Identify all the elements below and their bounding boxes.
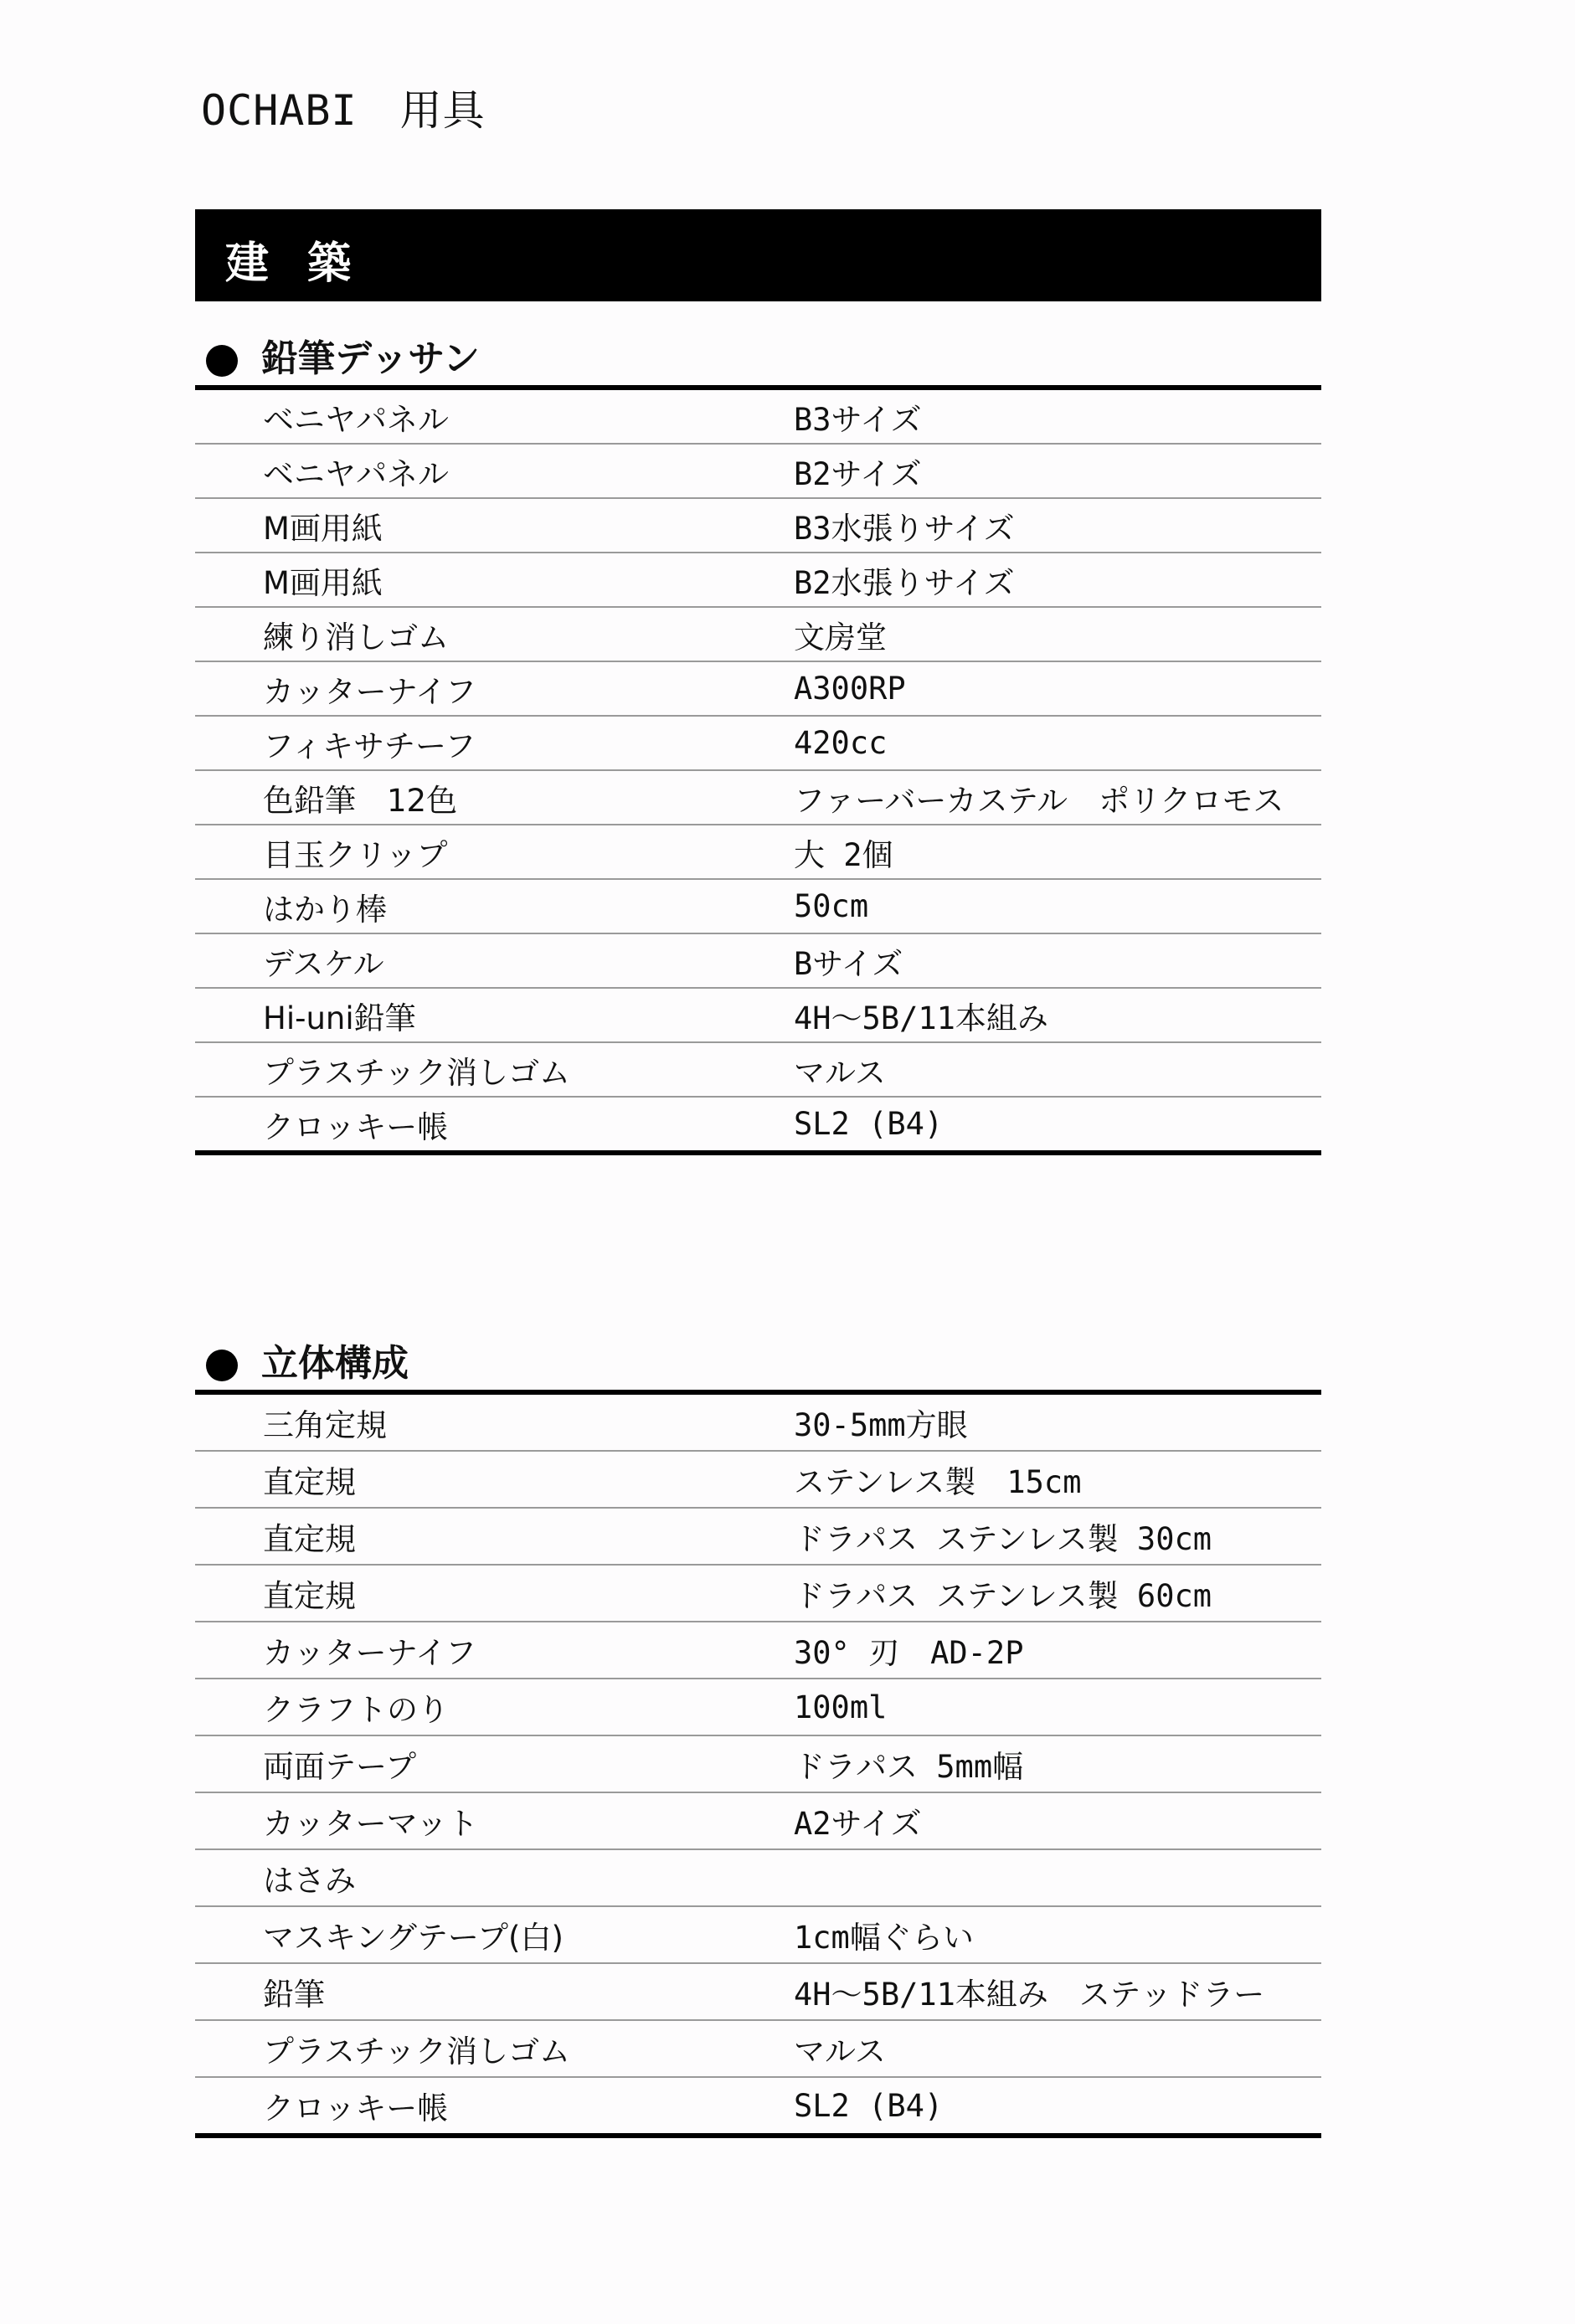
item-name: 両面テープ <box>263 1749 417 1785</box>
item-name: Hi-uni鉛筆 <box>263 1000 416 1036</box>
item-name: 直定規 <box>263 1464 356 1500</box>
item-spec: SL2 (B4) <box>794 2087 944 2124</box>
table-row <box>195 1964 1321 2021</box>
item-spec: 30° 刃 AD-2P <box>794 1635 1024 1671</box>
table-row <box>195 390 1321 445</box>
item-name: 鉛筆 <box>263 1977 325 2013</box>
item-spec: マルス <box>794 1054 886 1091</box>
page-title: OCHABI 用具 <box>201 86 486 135</box>
table-row <box>195 1793 1321 1850</box>
table-row <box>195 499 1321 553</box>
table-row <box>195 1395 1321 1452</box>
item-name: 練り消しゴム <box>263 619 449 656</box>
item-spec: ドラパス 5mm幅 <box>794 1749 1024 1785</box>
item-spec: A300RP <box>794 671 906 707</box>
table-row <box>195 1850 1321 1907</box>
item-spec: 文房堂 <box>794 619 887 656</box>
item-name: デスケル <box>263 945 384 982</box>
item-spec: B3水張りサイズ <box>794 510 1015 547</box>
item-name: 目玉クリップ <box>263 836 448 873</box>
item-name: 直定規 <box>263 1578 356 1614</box>
section-3d-composition <box>195 1338 1321 2138</box>
item-name: 直定規 <box>263 1521 356 1557</box>
table-row <box>195 825 1321 880</box>
table-row <box>195 608 1321 662</box>
table-row <box>195 1098 1321 1150</box>
table-row <box>195 553 1321 608</box>
table-row <box>195 989 1321 1043</box>
item-name: はさみ <box>263 1863 356 1899</box>
item-spec: ドラパス ステンレス製 60cm <box>794 1578 1212 1614</box>
bullet-icon <box>206 345 238 377</box>
item-name: クロッキー帳 <box>263 2090 449 2126</box>
item-spec: 30-5mm方眼 <box>794 1407 968 1443</box>
table-row <box>195 445 1321 499</box>
item-spec: 50cm <box>794 888 869 924</box>
table-row <box>195 1509 1321 1566</box>
category-title: 建 築 <box>225 239 363 289</box>
item-name: ベニヤパネル <box>263 401 449 438</box>
table-row <box>195 1679 1321 1736</box>
item-spec: マルス <box>794 2034 886 2069</box>
item-spec: SL2 (B4) <box>794 1106 944 1142</box>
table-row <box>195 1452 1321 1509</box>
item-name: カッターナイフ <box>263 1635 476 1671</box>
table-row <box>195 1043 1321 1098</box>
supply-table <box>195 1395 1321 2138</box>
table-row <box>195 2021 1321 2078</box>
section-pencil-drawing <box>195 333 1321 1155</box>
item-name: カッターナイフ <box>263 673 476 710</box>
section-header <box>195 1338 1321 1395</box>
item-name: マスキングテープ(白) <box>263 1920 564 1956</box>
supply-table <box>195 390 1321 1155</box>
bullet-icon <box>206 1350 238 1381</box>
item-name: M画用紙 <box>263 510 383 547</box>
item-spec: B2サイズ <box>794 455 922 492</box>
item-spec: B2水張りサイズ <box>794 564 1015 601</box>
item-spec: Bサイズ <box>794 945 903 982</box>
item-name: M画用紙 <box>263 564 383 601</box>
item-spec: ファーバーカステル ポリクロモス <box>794 782 1284 819</box>
item-spec: B3サイズ <box>794 401 922 438</box>
item-spec: 100ml <box>794 1689 888 1725</box>
item-name: 色鉛筆 12色 <box>263 782 458 819</box>
table-row <box>195 1736 1321 1793</box>
item-name: プラスチック消しゴム <box>263 2034 571 2069</box>
table-row <box>195 1907 1321 1964</box>
item-name: プラスチック消しゴム <box>263 1054 571 1091</box>
section-title: 鉛筆デッサン <box>261 337 480 380</box>
category-band <box>195 209 1321 301</box>
table-row <box>195 880 1321 934</box>
item-spec: 大 2個 <box>794 836 893 873</box>
item-spec: 420cc <box>794 725 888 761</box>
item-name: はかり棒 <box>263 891 387 928</box>
item-spec: 4H～5B/11本組み ステッドラー <box>794 1977 1265 2013</box>
item-spec: 1cm幅ぐらい <box>794 1920 974 1956</box>
item-spec: ドラパス ステンレス製 30cm <box>794 1521 1212 1557</box>
table-row <box>195 662 1321 717</box>
item-spec: ステンレス製 15cm <box>794 1464 1082 1500</box>
table-row <box>195 2078 1321 2133</box>
item-name: クラフトのり <box>263 1692 449 1728</box>
table-row <box>195 934 1321 989</box>
item-spec: A2サイズ <box>794 1806 922 1842</box>
table-row <box>195 771 1321 825</box>
section-header <box>195 333 1321 390</box>
table-row <box>195 717 1321 771</box>
item-name: ベニヤパネル <box>263 455 449 492</box>
section-title: 立体構成 <box>261 1342 409 1385</box>
item-name: フィキサチーフ <box>263 728 476 764</box>
table-row <box>195 1566 1321 1622</box>
item-name: 三角定規 <box>263 1407 387 1443</box>
table-row <box>195 1622 1321 1679</box>
item-name: クロッキー帳 <box>263 1108 449 1145</box>
item-spec: 4H～5B/11本組み <box>794 1000 1048 1036</box>
item-name: カッターマット <box>263 1806 479 1842</box>
